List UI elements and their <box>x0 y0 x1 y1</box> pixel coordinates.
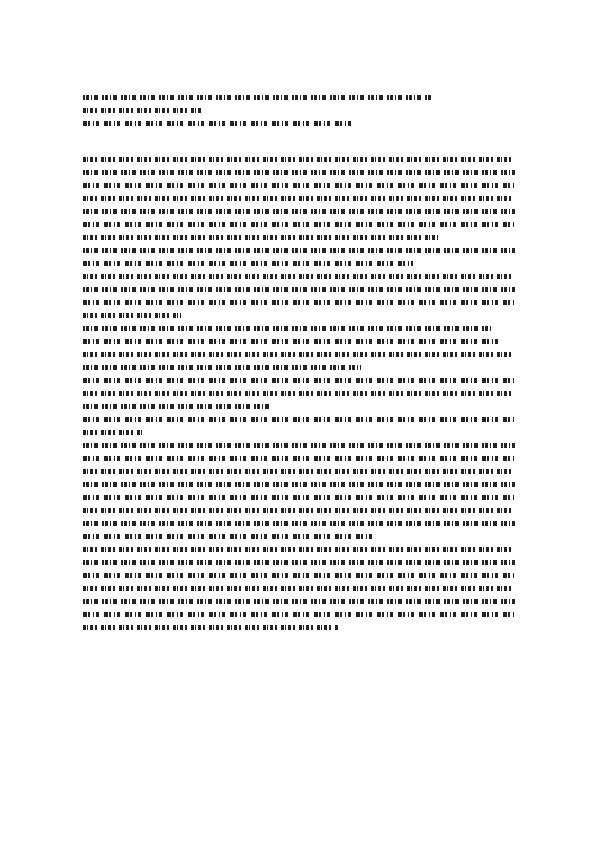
paragraph <box>83 326 515 370</box>
text-line <box>83 560 515 565</box>
document-body <box>83 157 515 638</box>
paragraph <box>83 274 515 318</box>
document-header <box>83 95 513 134</box>
text-line <box>83 235 515 240</box>
text-line <box>83 261 515 266</box>
text-line <box>83 287 515 292</box>
paragraph <box>83 378 515 409</box>
text-line <box>83 495 515 500</box>
text-line <box>83 443 515 448</box>
text-line <box>83 157 515 162</box>
text-line <box>83 352 515 357</box>
text-line <box>83 222 515 227</box>
paragraph <box>83 248 515 266</box>
text-line <box>83 625 515 630</box>
paragraph <box>83 547 515 630</box>
text-line <box>83 521 515 526</box>
text-line <box>83 378 515 383</box>
text-line <box>83 508 515 513</box>
text-line <box>83 599 515 604</box>
text-line <box>83 209 515 214</box>
text-line <box>83 430 515 435</box>
text-line <box>83 547 515 552</box>
text-line <box>83 248 515 253</box>
text-line <box>83 573 515 578</box>
text-line <box>83 612 515 617</box>
text-line <box>83 365 515 370</box>
text-line <box>83 274 515 279</box>
text-line <box>83 469 515 474</box>
text-line <box>83 170 515 175</box>
paragraph <box>83 157 515 240</box>
text-line <box>83 300 515 305</box>
text-line <box>83 456 515 461</box>
text-line <box>83 391 515 396</box>
header-line-subtitle <box>83 121 351 126</box>
text-line <box>83 586 515 591</box>
text-line <box>83 482 515 487</box>
text-line <box>83 417 515 422</box>
text-line <box>83 339 515 344</box>
text-line <box>83 183 515 188</box>
paragraph <box>83 417 515 435</box>
header-line-date <box>83 108 203 113</box>
paragraph <box>83 443 515 539</box>
text-line <box>83 196 515 201</box>
text-line <box>83 313 515 318</box>
text-line <box>83 326 515 331</box>
text-line <box>83 404 515 409</box>
text-line <box>83 534 515 539</box>
header-line-title <box>83 95 433 100</box>
